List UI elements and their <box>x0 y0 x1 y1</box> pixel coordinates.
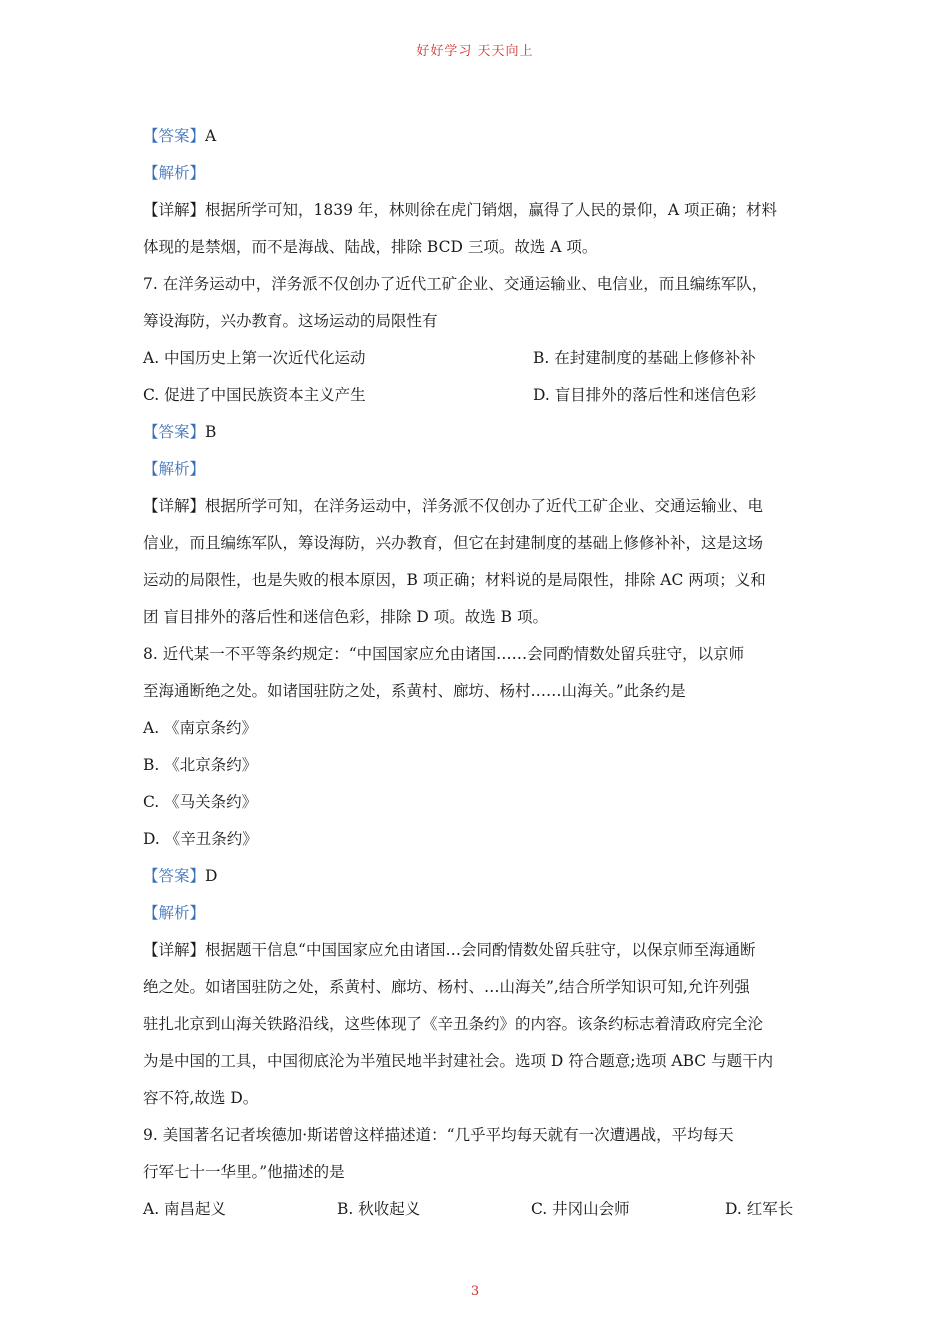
answer-tag: 【答案】 <box>143 423 206 441</box>
options-row <box>143 1191 815 1228</box>
option-d: D. 《辛丑条约》 <box>143 830 258 848</box>
detail-text: 根据所学可知，1839 年，林则徐在虎门销烟，赢得了人民的景仰，A 项正确；材料 <box>205 201 778 219</box>
answer-tag: 【答案】 <box>143 127 206 145</box>
question-stem: 7. 在洋务运动中，洋务派不仅创办了近代工矿企业、交通运输业、电信业，而且编练军队， <box>143 275 768 293</box>
option-b: B. 《北京条约》 <box>143 756 258 774</box>
detail-tag: 【详解】 <box>143 201 206 219</box>
page-number: 3 <box>470 1284 480 1299</box>
option-a: A. 中国历史上第一次近代化运动 <box>143 349 366 367</box>
analysis-tag: 【解析】 <box>143 904 206 922</box>
detail-line: 运动的局限性，也是失败的根本原因，B 项正确；材料说的是局限性，排除 AC 两项；义和 <box>143 571 766 589</box>
question-stem: 至海通断绝之处。如诸国驻防之处，系黄村、廊坊、杨村……山海关。”此条约是 <box>143 682 686 700</box>
analysis-tag: 【解析】 <box>143 164 206 182</box>
detail-line: 容不符,故选 D。 <box>143 1089 259 1107</box>
detail-line: 信业，而且编练军队，筹设海防，兴办教育，但它在封建制度的基础上修修补补，这是这场 <box>143 534 764 552</box>
option-c: C. 井冈山会师 <box>531 1200 630 1218</box>
option-a: A. 《南京条约》 <box>143 719 258 737</box>
option-b: B. 秋收起义 <box>337 1200 421 1218</box>
options-row <box>143 340 815 377</box>
option-a: A. 南昌起义 <box>143 1200 227 1218</box>
question-stem: 9. 美国著名记者埃德加·斯诺曾这样描述道：“几乎平均每天就有一次遭遇战，平均每天 <box>143 1126 734 1144</box>
answer-line <box>143 858 815 895</box>
detail-tag: 【详解】 <box>143 941 206 959</box>
detail-line: 驻扎北京到山海关铁路沿线，这些体现了《辛丑条约》的内容。该条约标志着清政府完全沦 <box>143 1015 764 1033</box>
detail-line: 体现的是禁烟，而不是海战、陆战，排除 BCD 三项。故选 A 项。 <box>143 238 598 256</box>
answer-line <box>143 414 815 451</box>
options-row <box>143 377 815 414</box>
detail-line: 为是中国的工具，中国彻底沦为半殖民地半封建社会。选项 D 符合题意;选项 ABC 与题干内 <box>143 1052 774 1070</box>
document-body <box>143 118 815 1228</box>
answer-value: B <box>205 423 217 441</box>
question-stem: 筹设海防，兴办教育。这场运动的局限性有 <box>143 312 438 330</box>
answer-value: A <box>205 127 217 145</box>
question-stem: 行军七十一华里。”他描述的是 <box>143 1163 345 1181</box>
analysis-line <box>143 155 815 192</box>
analysis-line <box>143 895 815 932</box>
detail-text: 根据题干信息“中国国家应允由诸国…会同酌情数处留兵驻守，以保京师至海通断 <box>205 941 756 959</box>
option-c: C. 《马关条约》 <box>143 793 258 811</box>
analysis-line <box>143 451 815 488</box>
detail-line <box>143 192 815 229</box>
option-b: B. 在封建制度的基础上修修补补 <box>533 349 756 367</box>
detail-tag: 【详解】 <box>143 497 206 515</box>
answer-line <box>143 118 815 155</box>
page-header: 好好学习 天天向上 <box>416 44 534 59</box>
option-d: D. 红军长 <box>725 1200 794 1218</box>
option-c: C. 促进了中国民族资本主义产生 <box>143 386 366 404</box>
detail-line: 团 盲目排外的落后性和迷信色彩，排除 D 项。故选 B 项。 <box>143 608 548 626</box>
detail-text: 根据所学可知，在洋务运动中，洋务派不仅创办了近代工矿企业、交通运输业、电 <box>205 497 764 515</box>
option-d: D. 盲目排外的落后性和迷信色彩 <box>533 386 757 404</box>
question-stem: 8. 近代某一不平等条约规定：“中国国家应允由诸国……会同酌情数处留兵驻守，以京师 <box>143 645 745 663</box>
answer-value: D <box>205 867 218 885</box>
analysis-tag: 【解析】 <box>143 460 206 478</box>
detail-line: 绝之处。如诸国驻防之处，系黄村、廊坊、杨村、…山海关”,结合所学知识可知,允许列强 <box>143 978 750 996</box>
answer-tag: 【答案】 <box>143 867 206 885</box>
detail-line <box>143 488 815 525</box>
detail-line <box>143 932 815 969</box>
